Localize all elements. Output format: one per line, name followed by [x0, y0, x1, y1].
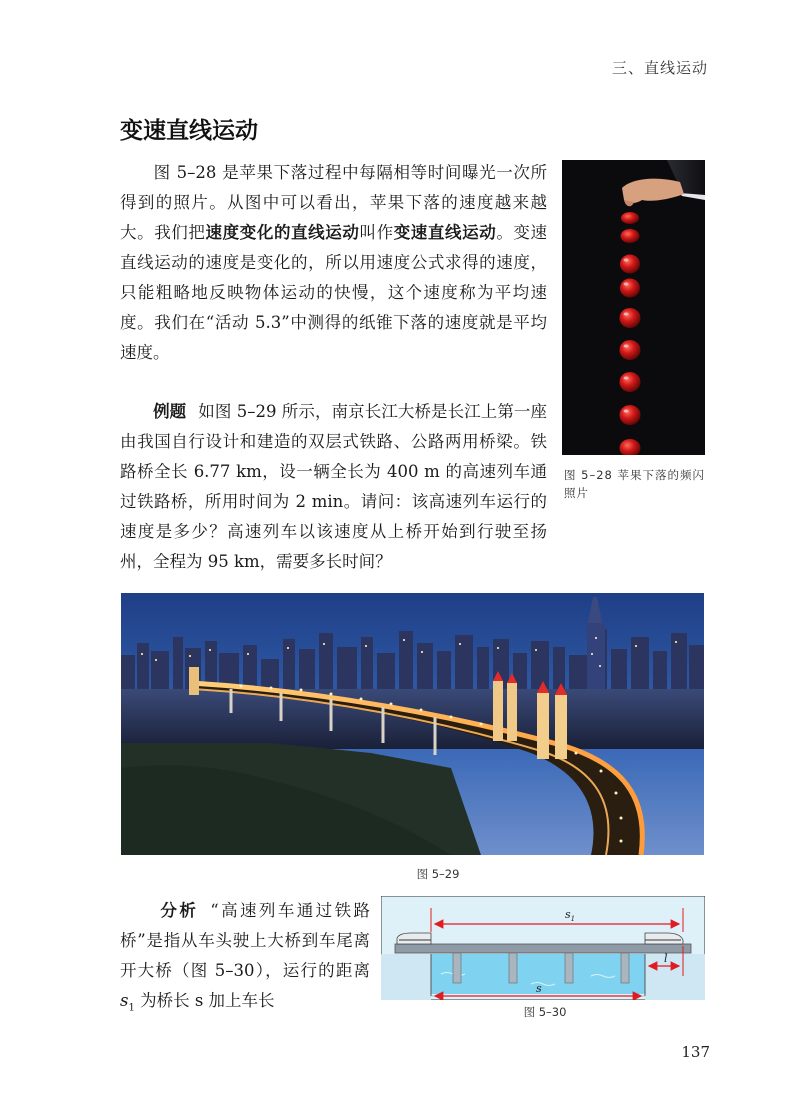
- example-text: 如图 5–29 所示，南京长江大桥是长江上第一座由我国自行设计和建造的双层式铁路、公路两用桥梁。铁路桥全长 6.77 km，设一辆全长为 400 m 的高速列车通过铁路桥，所用时间为 2 min。请问：该高速列车运行的速度是多少？高速列车以该速度从上桥开始到行驶至扬州，全程为 95 km，需要多长时间？: [120, 402, 548, 571]
- analysis-paragraph: [120, 896, 370, 1023]
- figure-5-29-caption: 图 5–29: [416, 867, 460, 881]
- analysis-var-s1-sub: 1: [128, 1002, 135, 1014]
- diagram-label-s1: s: [565, 908, 571, 921]
- analysis-text-after: 为桥长 s 加上车长: [134, 991, 275, 1010]
- analysis-var-s1: s: [120, 991, 129, 1010]
- analysis-text-before: “高速列车通过铁路桥”是指从车头驶上大桥到车尾离开大桥（图 5–30），运行的距离: [120, 901, 371, 980]
- section-title: 变速直线运动: [120, 118, 258, 144]
- figure-5-28-caption: 图 5–28 苹果下落的频闪照片: [564, 468, 706, 500]
- train-right: [645, 933, 683, 944]
- chapter-header: 三、直线运动: [612, 59, 709, 77]
- page-number: 137: [681, 1043, 710, 1061]
- nanjing-bridge-image: [121, 593, 704, 855]
- diagram-label-s1-sub: 1: [570, 915, 576, 923]
- bridge-train-diagram-svg: [381, 896, 705, 1000]
- diagram-label-l: l: [664, 952, 668, 965]
- nanjing-bridge-photo: [121, 593, 704, 855]
- train-left: [397, 933, 431, 944]
- paragraph-intro: [120, 158, 547, 368]
- example-paragraph: [120, 397, 547, 577]
- term-variable-linear-motion: 变速直线运动: [393, 223, 497, 242]
- apple-strobe-photo: [562, 160, 705, 455]
- example-label: 例题: [153, 402, 187, 421]
- diagram-label-s: s: [536, 982, 542, 995]
- bridge-train-diagram: [381, 896, 705, 1000]
- analysis-label: 分析: [158, 901, 199, 920]
- paragraph-intro-part2: 叫作: [359, 223, 394, 242]
- apple-strobe-image: [562, 160, 705, 455]
- term-variable-speed-motion: 速度变化的直线运动: [205, 223, 360, 242]
- figure-5-30-caption: 图 5–30: [523, 1005, 567, 1019]
- paragraph-intro-part1: 图 5–28 是苹果下落过程中每隔相等时间曝光一次所得到的照片。从图中可以看出，苹果下落的速度越来越大。我们把: [120, 163, 547, 242]
- paragraph-intro-part3: 。变速直线运动的速度是变化的，所以用速度公式求得的速度，只能粗略地反映物体运动的快慢，这个速度称为平均速度。我们在“活动 5.3”中测得的纸锥下落的速度就是平均速度。: [120, 223, 548, 362]
